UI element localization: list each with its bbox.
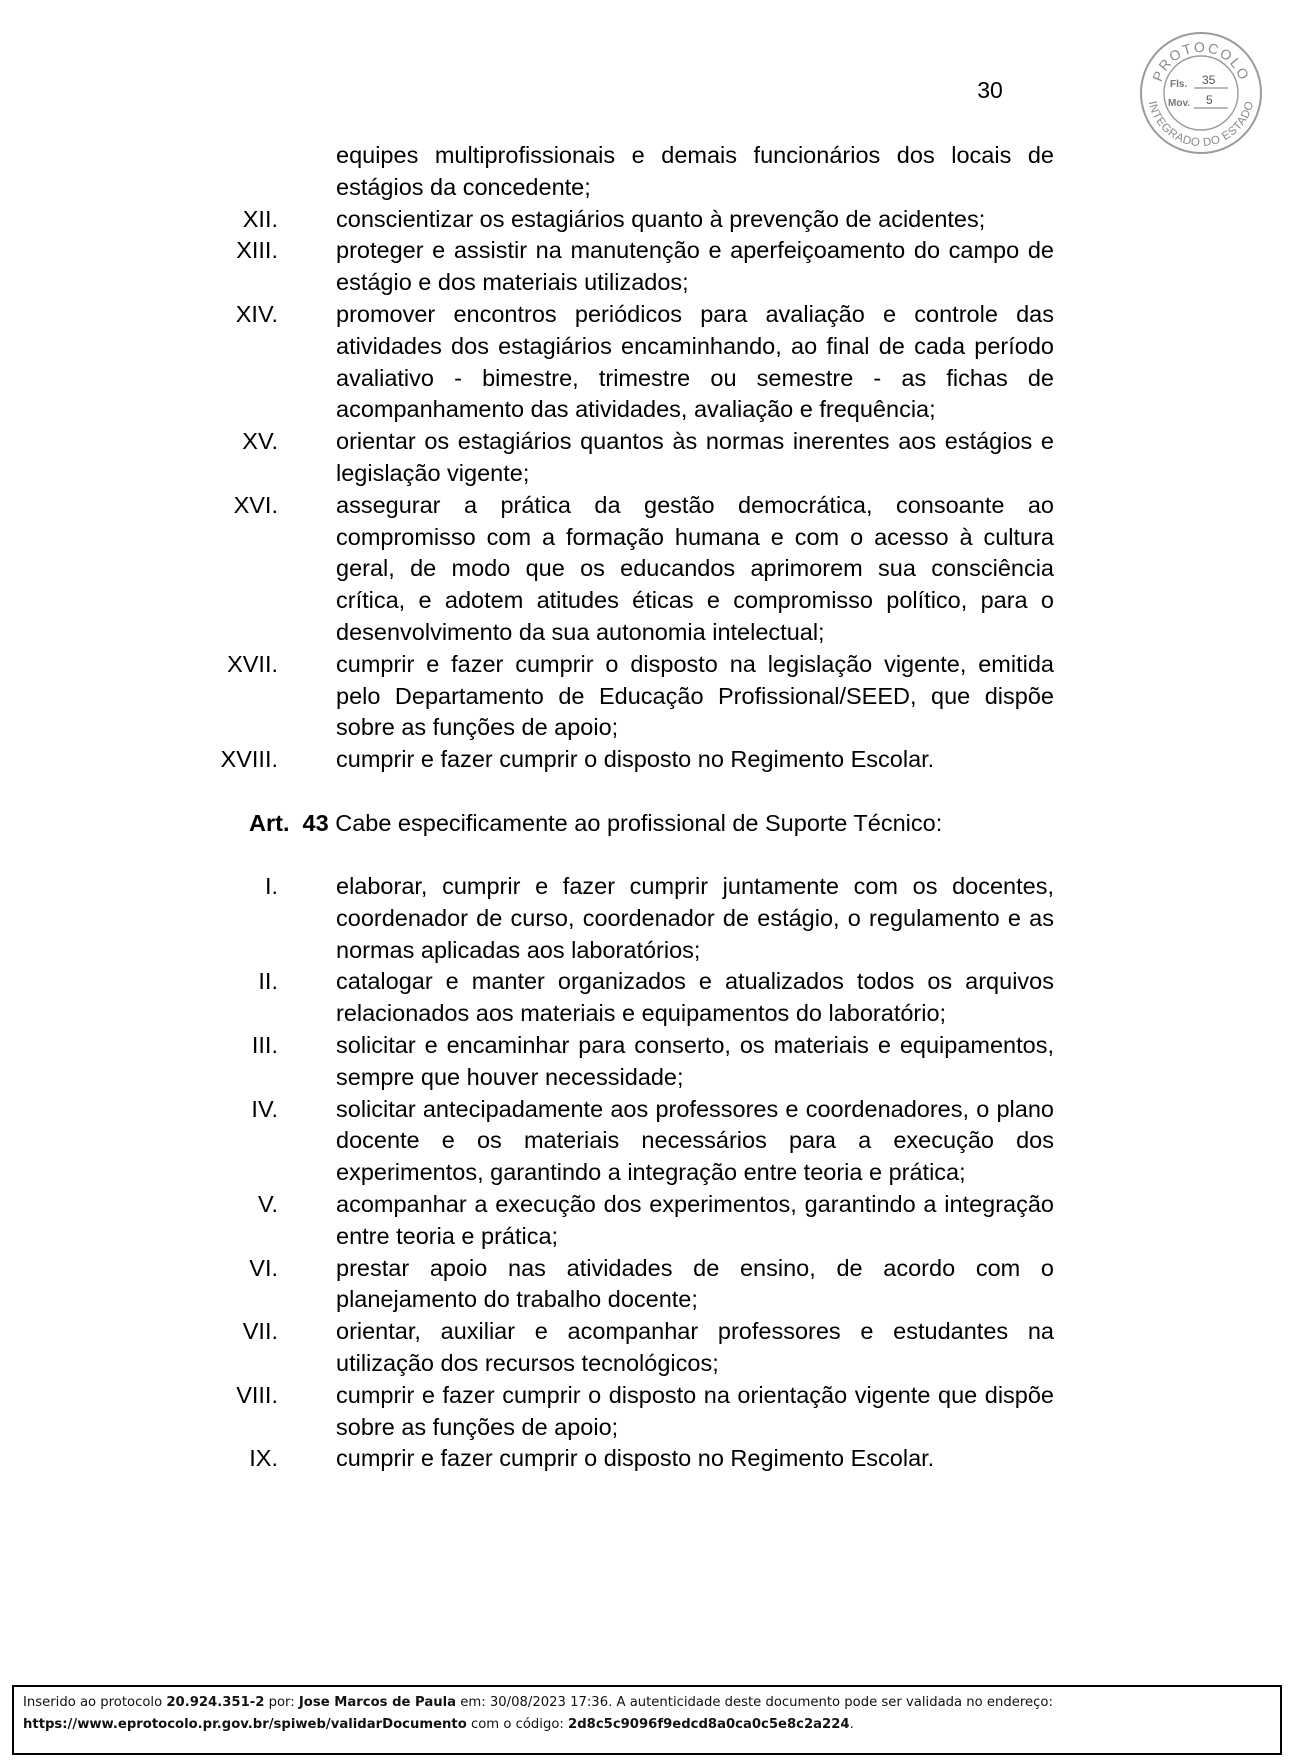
list-item xyxy=(0,1443,1290,1475)
item-number: XV. xyxy=(242,428,278,455)
list-item xyxy=(0,426,1290,490)
item-text: solicitar antecipadamente aos professores e coordenadores, o plano docente e os materiais necessários para a execução dos experimentos, garantindo a integração entre teoria e prática; xyxy=(336,1095,1054,1186)
stamp-fls-value: 35 xyxy=(1202,73,1216,87)
item-text: elaborar, cumprir e fazer cumprir juntamente com os docentes, coordenador de curso, coordenador de estágio, o regulamento e as normas aplicadas aos laboratórios; xyxy=(336,873,1054,963)
footer-code-suffix: . xyxy=(849,1717,854,1732)
footer-protocol-number: 20.924.351-2 xyxy=(166,1695,265,1710)
list-item xyxy=(0,1316,1290,1380)
item-number: I. xyxy=(264,873,278,899)
item-text: catalogar e manter organizados e atualizados todos os arquivos relacionados aos materiais e equipamentos do laboratório; xyxy=(336,968,1054,1027)
clause-list-continued xyxy=(0,140,1290,776)
page-number: 30 xyxy=(977,77,1003,103)
item-number: XVIII. xyxy=(220,746,278,773)
footer-date-label: em: xyxy=(456,1695,490,1710)
item-number: II. xyxy=(258,968,278,995)
authenticity-footer xyxy=(12,1685,1282,1755)
item-text: orientar, auxiliar e acompanhar professores e estudantes na utilização dos recursos tecnológicos; xyxy=(336,1318,1054,1376)
item-text: promover encontros periódicos para avaliação e controle das atividades dos estagiários encaminhando, ao final de cada período avaliativo - bimestre, trimestre ou semestre - as fichas de acompanhamento das atividades, avaliação e frequência; xyxy=(336,300,1054,423)
list-item xyxy=(0,204,1290,236)
footer-line-1 xyxy=(23,1692,1272,1714)
item-text: cumprir e fazer cumprir o disposto no Regimento Escolar. xyxy=(336,1445,935,1472)
footer-authenticity-text: . A autenticidade deste documento pode ser validada no endereço: xyxy=(608,1695,1053,1710)
article-text: Cabe especificamente ao profissional de Suporte Técnico: xyxy=(335,810,943,836)
stamp-mov-value: 5 xyxy=(1206,93,1213,107)
item-number: IX. xyxy=(249,1445,278,1472)
list-item xyxy=(0,966,1290,1030)
item-number: XVII. xyxy=(227,650,278,677)
item-text: proteger e assistir na manutenção e aperfeiçoamento do campo de estágio e dos materiais utilizados; xyxy=(336,237,1054,296)
footer-line-2 xyxy=(23,1714,1272,1736)
footer-validation-url[interactable]: https://www.eprotocolo.pr.gov.br/spiweb/validarDocumento xyxy=(23,1717,467,1732)
item-text: prestar apoio nas atividades de ensino, de acordo com o planejamento do trabalho docente; xyxy=(336,1254,1054,1313)
item-text: conscientizar os estagiários quanto à prevenção de acidentes; xyxy=(336,205,986,232)
stamp-bottom-text: INTEGRADO DO ESTADO xyxy=(1145,99,1257,150)
item-text: orientar os estagiários quantos às normas inerentes aos estágios e legislação vigente; xyxy=(336,428,1054,486)
item-number: VIII. xyxy=(236,1381,278,1408)
footer-author: Jose Marcos de Paula xyxy=(298,1695,457,1710)
item-text: cumprir e fazer cumprir o disposto no Regimento Escolar. xyxy=(336,746,935,773)
item-number: III. xyxy=(251,1031,278,1058)
list-item xyxy=(0,744,1290,776)
item-text: solicitar e encaminhar para conserto, os materiais e equipamentos, sempre que houver necessidade; xyxy=(336,1031,1054,1090)
item-number: VI. xyxy=(249,1254,278,1281)
list-item xyxy=(0,649,1290,744)
list-item xyxy=(0,871,1290,966)
list-item xyxy=(0,1030,1290,1094)
item-text: acompanhar a execução dos experimentos, garantindo a integração entre teoria e prática; xyxy=(336,1190,1054,1249)
list-item-continuation xyxy=(0,140,1290,204)
list-item xyxy=(0,299,1290,426)
item-number: XII. xyxy=(242,205,278,232)
footer-by-label: por: xyxy=(264,1695,299,1710)
item-number: VII. xyxy=(242,1318,278,1345)
clause-list-article-43 xyxy=(0,871,1290,1475)
protocol-stamp xyxy=(1138,30,1264,156)
continuation-text: equipes multiprofissionais e demais funcionários dos locais de estágios da concedente; xyxy=(336,142,1054,200)
article-heading xyxy=(249,808,942,840)
item-number: IV. xyxy=(251,1095,278,1122)
list-item xyxy=(0,1094,1290,1189)
stamp-top-text: PROTOCOLO xyxy=(1149,38,1253,84)
item-text: cumprir e fazer cumprir o disposto na legislação vigente, emitida pelo Departamento de Educação Profissional/SEED, que dispõe sobre as funções de apoio; xyxy=(336,650,1054,741)
footer-code-label: com o código: xyxy=(466,1717,569,1732)
list-item xyxy=(0,235,1290,299)
list-item xyxy=(0,1253,1290,1317)
article-label: Art. xyxy=(249,810,290,836)
item-number: V. xyxy=(257,1190,278,1217)
footer-validation-code: 2d8c5c9096f9edcd8a0ca0c5e8c2a224 xyxy=(568,1717,850,1732)
list-item xyxy=(0,1380,1290,1444)
stamp-mov-label: Mov. xyxy=(1168,98,1191,109)
footer-date: 30/08/2023 17:36 xyxy=(489,1695,609,1710)
item-number: XIV. xyxy=(235,300,278,327)
item-text: assegurar a prática da gestão democrática, consoante ao compromisso com a formação humana e com o acesso à cultura geral, de modo que os educandos aprimorem sua consciência crítica, e adotem atitudes éticas e compromisso político, para o desenvolvimento da sua autonomia intelectual; xyxy=(336,491,1054,645)
item-number: XVI. xyxy=(233,491,278,518)
item-number: XIII. xyxy=(236,237,278,264)
item-text: cumprir e fazer cumprir o disposto na orientação vigente que dispõe sobre as funções de apoio; xyxy=(336,1381,1054,1440)
list-item xyxy=(0,1189,1290,1253)
list-item xyxy=(0,490,1290,649)
article-number: 43 xyxy=(302,810,329,836)
stamp-fls-label: Fls. xyxy=(1170,79,1188,90)
footer-inserted-label: Inserido ao protocolo xyxy=(23,1695,167,1710)
